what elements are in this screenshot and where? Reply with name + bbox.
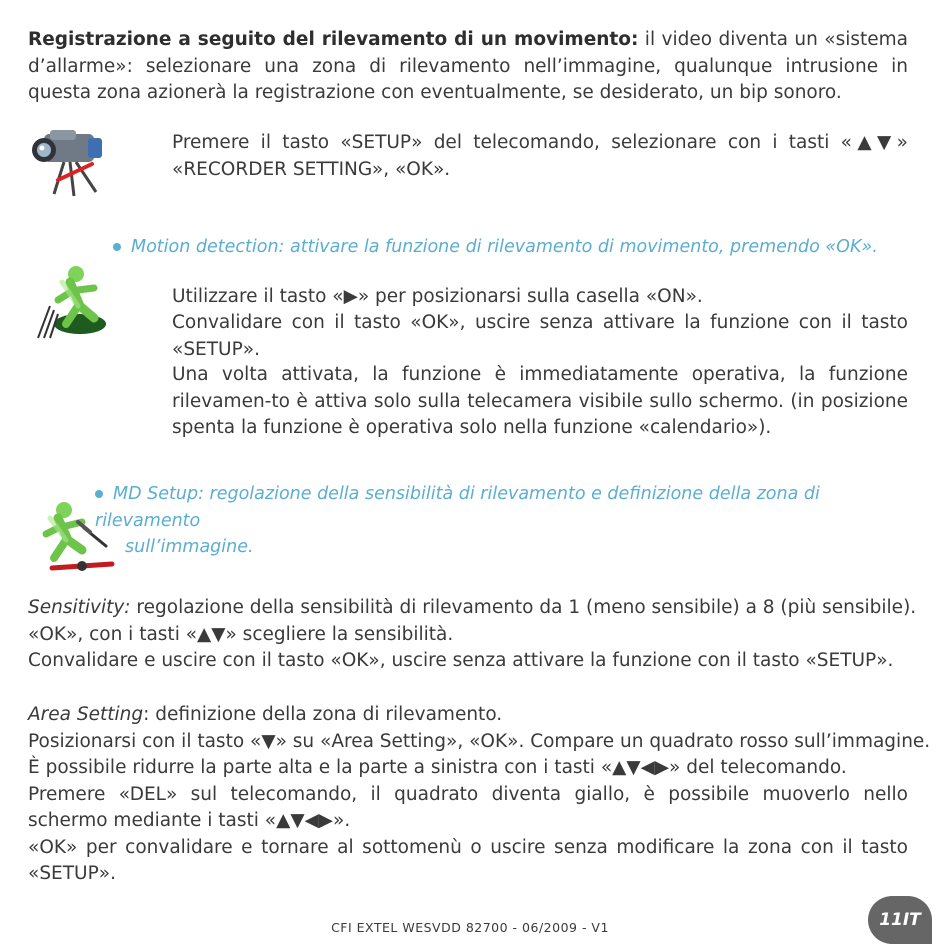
step-setup-instruction: Premere il tasto «SETUP» del telecomando, selezionare con i tasti «▲▼» «RECORDER SETTING», «OK». [172, 132, 908, 180]
footer-reference: CFI EXTEL WESVDD 82700 - 06/2009 - V1 [331, 920, 609, 935]
motion-detection-bullet [113, 234, 878, 261]
area-setting-section [28, 702, 931, 888]
page-number-badge: 11IT [868, 896, 932, 944]
md-setup-bullet [95, 481, 910, 561]
md-setup-text-line1: MD Setup: regolazione della sensibilità di rilevamento e definizione della zona di rilevamento [95, 484, 820, 531]
camera-icon [30, 122, 110, 200]
area-line-5: «OK» per convalidare e tornare al sottomenù o uscire senza modificare la zona con il tasto «SETUP». [28, 836, 908, 884]
running-man-setup-icon [26, 498, 118, 578]
motion-detection-text: Motion detection: attivare la funzione di rilevamento di movimento, premendo «OK». [131, 237, 878, 257]
motion-step-3: Una volta attivata, la funzione è immediatamente operativa, la funzione rilevamen-to è attiva solo sulla telecamera visibile sullo schermo. (in posizione spenta la funzione è operativa solo nella funzione «calendario»). [172, 364, 908, 438]
sensitivity-section [28, 595, 917, 675]
area-line-3: È possibile ridurre la parte alta e la parte a sinistra con i tasti «▲▼◀▶» del telecomando. [28, 757, 847, 778]
md-setup-text-line2: sull’immagine. [125, 537, 254, 557]
sensitivity-label: Sensitivity: [28, 597, 131, 618]
motion-step-1: Utilizzare il tasto «▶» per posizionarsi sulla casella «ON». [172, 286, 703, 307]
area-line-2: Posizionarsi con il tasto «▼» su «Area Setting», «OK». Compare un quadrato rosso sull’immagine. [28, 730, 931, 752]
motion-step-2: Convalidare con il tasto «OK», uscire senza attivare la funzione con il tasto «SETUP». [172, 312, 908, 360]
sensitivity-line-3: Convalidare e uscire con il tasto «OK», uscire senza attivare la funzione con il tasto «SETUP». [28, 650, 894, 671]
running-man-icon [32, 262, 114, 344]
intro-title: Registrazione a seguito del rilevamento di un movimento: [28, 29, 639, 50]
bullet-dot [95, 490, 103, 498]
intro-paragraph [28, 27, 908, 107]
area-setting-label: Area Setting [28, 704, 144, 725]
sensitivity-line-2: «OK», con i tasti «▲▼» scegliere la sensibilità. [28, 623, 454, 645]
intro-text: il video diventa un «sistema d’allarme»: selezionare una zona di rilevamento nell’immagine, qualunque intrusione in questa zona azionerà la registrazione con eventualmente, se desiderato, un bip sonoro. [28, 29, 908, 103]
bullet-dot [113, 243, 121, 251]
sensitivity-line-1: regolazione della sensibilità di rilevamento da 1 (meno sensibile) a 8 (più sensibile). [130, 597, 917, 618]
area-line-4: Premere «DEL» sul telecomando, il quadrato diventa giallo, è possibile muoverlo nello schermo mediante i tasti «▲▼◀▶». [28, 783, 908, 831]
area-line-1: : definizione della zona di rilevamento. [143, 704, 503, 725]
